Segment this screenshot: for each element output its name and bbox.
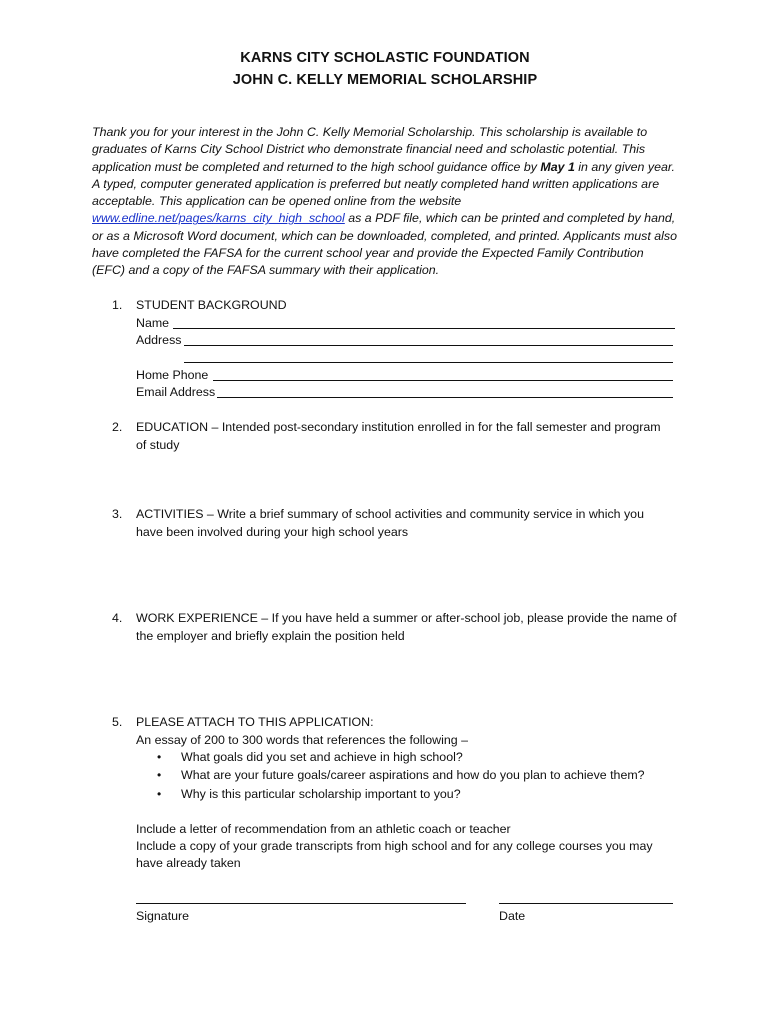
address-label: Address: [136, 333, 182, 347]
education-prompt-cont: of study: [136, 438, 180, 452]
essay-question-2: What are your future goals/career aspirations and how do you plan to achieve them?: [181, 768, 645, 782]
essay-question-1: What goals did you set and achieve in high school?: [181, 750, 463, 764]
bullet-marker: •: [157, 787, 162, 801]
attachments-title: PLEASE ATTACH TO THIS APPLICATION:: [136, 715, 374, 729]
date-label: Date: [499, 909, 526, 923]
address-field[interactable]: [184, 345, 673, 346]
signature-label: Signature: [136, 909, 190, 923]
signature-field[interactable]: [136, 903, 466, 904]
section-3-number: 3.: [112, 507, 123, 521]
date-field[interactable]: [499, 903, 673, 904]
section-5-number: 5.: [112, 715, 123, 729]
name-field[interactable]: [173, 328, 675, 329]
address-field-line2[interactable]: [184, 362, 673, 363]
home-phone-label: Home Phone: [136, 368, 209, 382]
scholarship-title: JOHN C. KELLY MEMORIAL SCHOLARSHIP: [232, 72, 538, 88]
intro-text-1: Thank you for your interest in the John C. Kelly Memorial Scholarship. This scholarship is available to graduates of Karns City School District who demonstrate financial need and scholastic potential. This application must be completed and returned to the high school guidance office by: [92, 125, 648, 174]
section-1-number: 1.: [112, 298, 123, 312]
section-1-title: STUDENT BACKGROUND: [136, 298, 287, 312]
work-experience-prompt-cont: the employer and briefly explain the position held: [136, 629, 405, 643]
foundation-title: KARNS CITY SCHOLASTIC FOUNDATION: [240, 50, 530, 66]
email-label: Email Address: [136, 385, 216, 399]
email-field[interactable]: [217, 397, 673, 398]
bullet-marker: •: [157, 768, 162, 782]
essay-question-3: Why is this particular scholarship important to you?: [181, 787, 461, 801]
education-prompt: EDUCATION – Intended post-secondary institution enrolled in for the fall semester and program: [136, 420, 661, 434]
activities-prompt-cont: have been involved during your high school years: [136, 525, 409, 539]
transcripts-instruction-cont: have already taken: [136, 856, 241, 870]
home-phone-field[interactable]: [213, 380, 673, 381]
name-label: Name: [136, 316, 170, 330]
section-4-number: 4.: [112, 611, 123, 625]
intro-text-2: in any given year. A typed, computer generated application is preferred but neatly completed hand written applications are acceptable. This application can be opened online from the website: [92, 159, 675, 209]
transcripts-instruction: Include a copy of your grade transcripts from high school and for any college courses you may: [136, 839, 653, 853]
essay-instruction: An essay of 200 to 300 words that references the following –: [136, 733, 468, 747]
intro-text-3: as a PDF file, which can be printed and completed by hand, or as a Microsoft Word document, which can be downloaded, completed, and printed. Applicants must also have completed the FAFSA for the current school year and provide the Expected Family Contribution (EFC) and a copy of the FAFSA summary with their application.: [92, 211, 677, 278]
website-link[interactable]: www.edline.net/pages/karns_city_high_school: [92, 211, 345, 226]
section-2-number: 2.: [112, 420, 123, 434]
intro-paragraph: [92, 124, 680, 280]
activities-prompt: ACTIVITIES – Write a brief summary of school activities and community service in which you: [136, 507, 644, 521]
deadline-text: May 1: [540, 159, 575, 174]
work-experience-prompt: WORK EXPERIENCE – If you have held a summer or after-school job, please provide the name of: [136, 611, 677, 625]
bullet-marker: •: [157, 750, 162, 764]
recommendation-instruction: Include a letter of recommendation from an athletic coach or teacher: [136, 822, 511, 836]
